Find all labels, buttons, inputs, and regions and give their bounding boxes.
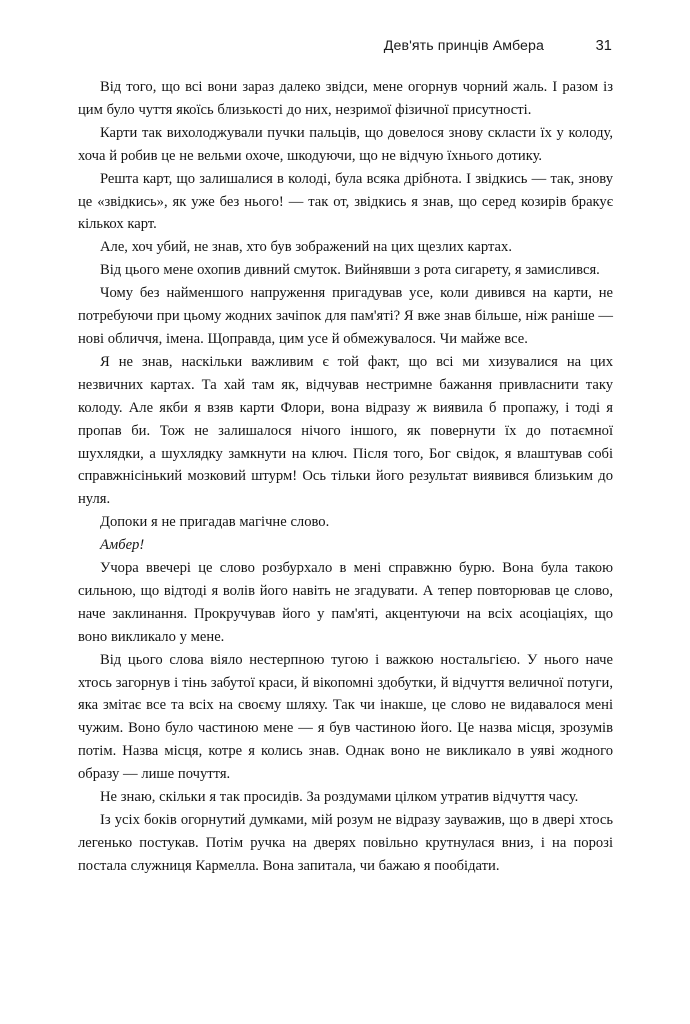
paragraph: Не знаю, скільки я так просидів. За роздумами цілком утратив відчуття часу. <box>100 789 579 806</box>
paragraph: Учора ввечері це слово розбурхало в мені справжню бурю. Вона була такою сильною, що відтоді я волів його навіть не згадувати. А тепер повторював це слово, наче заклинання. Прокручував його у пам'яті, акцентуючи на всіх асоціаціях, що воно викликало у мене. <box>78 560 613 645</box>
paragraph: Чому без найменшого напруження пригадував усе, коли дивився на карти, не потребуючи при цьому жодних зачіпок для пам'яті? Я вже знав більше, ніж раніше — нові обличчя, імена. Щоправда, цим усе й обмежувалося. Чи майже все. <box>78 285 613 347</box>
paragraph: Від цього слова віяло нестерпною тугою і важкою ностальгією. У нього наче хтось загорнув і тінь забутої краси, й вікопомні здобутки, й відчуття величної потуги, яка змітає все та всіх на своєму шляху. Так чи інакше, це слово не видавалося мені чужим. Воно було частиною мене — я був частиною його. Це назва місця, зрозумів потім. Назва місця, котре я колись знав. Однак воно не викликало в уяві жодного образу — лише почуття. <box>78 651 613 783</box>
paragraph: Я не знав, наскільки важливим є той факт, що всі ми хизувалися на цих незвичних картах. Та хай там як, відчував нестримне бажання привласнити таку колоду. Але якби я взяв карти Флори, вона відразу ж виявила б пропажу, і тоді я пропав би. Тож не залишалося нічого іншого, як повернути їх до потаємної шухлядки, а шухлядку замкнути на ключ. Після того, Бог свідок, я влаштував собі справжнісінький мозковий штурм! Ось тільки його результат виявився близьким до нуля. <box>78 353 613 508</box>
paragraph: Карти так вихолоджували пучки пальців, що довелося знову скласти їх у колоду, хоча й робив це не вельми охоче, шкодуючи, що не відчую їхнього дотику. <box>78 124 613 164</box>
paragraph: Решта карт, що залишалися в колоді, була всяка дрібнота. І звідкись — так, знову це «звідкись», як уже без нього! — так от, звідкись я знав, що серед козирів бракує кількох карт. <box>78 170 613 233</box>
running-head <box>78 38 612 58</box>
running-head-title: Дев'ять принців Амбера <box>383 38 544 54</box>
paragraph: Від цього мене охопив дивний смуток. Вийнявши з рота сигарету, я замислився. <box>100 262 600 279</box>
page-number: 31 <box>595 38 612 54</box>
paragraph: Але, хоч убий, не знав, хто був зображений на цих щезлих картах. <box>100 239 512 256</box>
paragraph: Із усіх боків огорнутий думками, мій розум не відразу зауважив, що в двері хтось легенько постукав. Потім ручка на дверях повільно крутнулася вниз, і на порозі постала служниця Кармелла. Вона запитала, чи бажаю я пообідати. <box>78 812 613 874</box>
paragraph: Амбер! <box>100 537 145 554</box>
paragraph: Допоки я не пригадав магічне слово. <box>100 514 330 531</box>
body-text-block <box>78 76 613 878</box>
paragraph: Від того, що всі вони зараз далеко звідси, мене огорнув чорний жаль. І разом із цим було чуття якоїсь близькості до них, незримої фізичної присутності. <box>78 79 613 118</box>
